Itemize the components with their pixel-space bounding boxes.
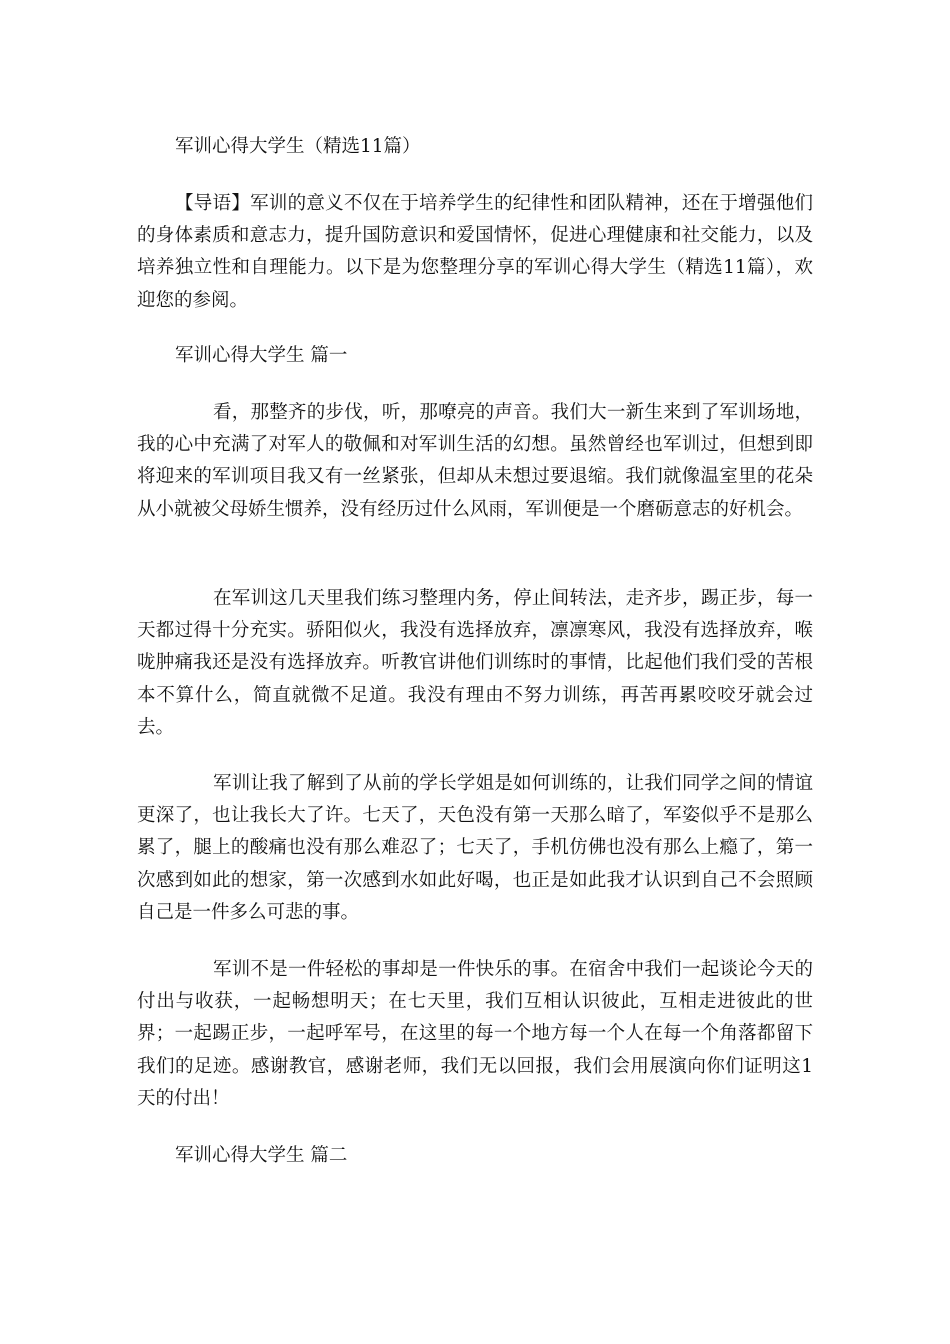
- section1-paragraph-4: 军训不是一件轻松的事却是一件快乐的事。在宿舍中我们一起谈论今天的付出与收获，一起畅想明天；在七天里，我们互相认识彼此，互相走进彼此的世界；一起踢正步，一起呼军号，在这里的每一个地方每一个人在每一个角落都留下我们的足迹。感谢教官，感谢老师，我们无以回报，我们会用展演向你们证明这1天的付出！: [137, 959, 813, 1109]
- section1-paragraph-3: 军训让我了解到了从前的学长学姐是如何训练的，让我们同学之间的情谊更深了，也让我长大了许。七天了，天色没有第一天那么暗了，军姿似乎不是那么累了，腿上的酸痛也没有那么难忍了；七天了，手机仿佛也没有那么上瘾了，第一次感到如此的想家，第一次感到水如此好喝，也正是如此我才认识到自己不会照顾自己是一件多么可悲的事。: [137, 773, 813, 923]
- section1-paragraph-1: 看，那整齐的步伐，听，那嘹亮的声音。我们大一新生来到了军训场地，我的心中充满了对军人的敬佩和对军训生活的幻想。虽然曾经也军训过，但想到即将迎来的军训项目我又有一丝紧张，但却从未想过要退缩。我们就像温室里的花朵从小就被父母娇生惯养，没有经历过什么风雨，军训便是一个磨砺意志的好机会。: [137, 402, 813, 520]
- intro-text: 【导语】军训的意义不仅在于培养学生的纪律性和团队精神，还在于增强他们的身体素质和意志力，提升国防意识和爱国情怀，促进心理健康和社交能力，以及培养独立性和自理能力。以下是为您整理分享的军训心得大学生（精选11篇），欢迎您的参阅。: [137, 193, 813, 311]
- section-heading-2: 军训心得大学生 篇二: [175, 1145, 348, 1166]
- section-heading-1: 军训心得大学生 篇一: [175, 345, 348, 366]
- section1-paragraph-2: 在军训这几天里我们练习整理内务，停止间转法，走齐步，踢正步，每一天都过得十分充实。骄阳似火，我没有选择放弃，凛凛寒风，我没有选择放弃，喉咙肿痛我还是没有选择放弃。听教官讲他们训练时的事情，比起他们我们受的苦根本不算什么，简直就微不足道。我没有理由不努力训练，再苦再累咬咬牙就会过去。: [137, 588, 813, 738]
- intro-paragraph: [137, 188, 813, 317]
- document-title: 军训心得大学生（精选11篇）: [175, 136, 421, 157]
